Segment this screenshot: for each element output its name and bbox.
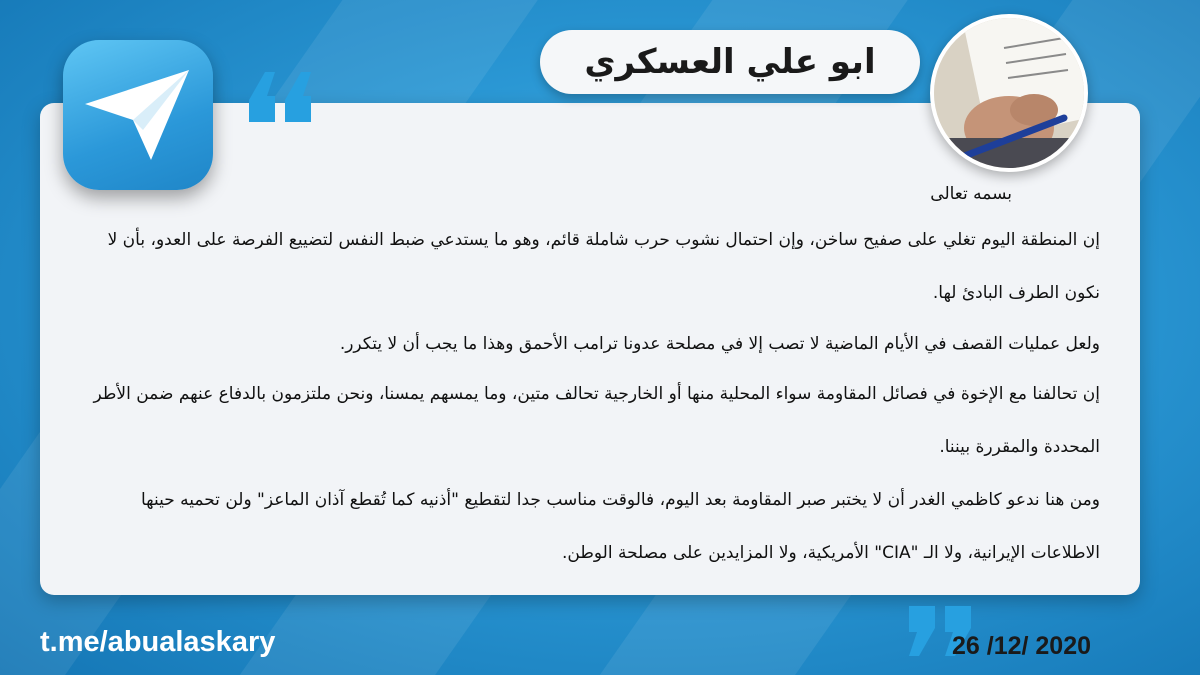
page-title: ابو علي العسكري <box>540 30 920 94</box>
greeting: بسمه تعالى <box>930 184 1012 204</box>
author-photo <box>930 14 1088 172</box>
paragraph-4: ومن هنا ندعو كاظمي الغدر أن لا يختبر صبر المقاومة بعد اليوم، فالوقت مناسب جدا لتقطيع "أذنيه كما تُقطع آذان الماعز" ولن تحميه حينها الاطلاعات الإيرانية، ولا الـ "CIA" الأمريكية، ولا المزايدين على مصلحة الوطن. <box>140 490 1100 563</box>
channel-link[interactable]: t.me/abualaskary <box>40 626 276 658</box>
post-date: 26 /12/ 2020 <box>952 632 1092 660</box>
quote-open-icon <box>245 66 315 126</box>
paragraph-2: ولعل عمليات القصف في الأيام الماضية لا تصب إلا في مصلحة عدونا ترامب الأحمق وهذا ما يجب أن لا يتكرر. <box>339 334 1100 354</box>
paragraph-1: إن المنطقة اليوم تغلي على صفيح ساخن، وإن احتمال نشوب حرب شاملة قائم، وهو ما يستدعي ضبط النفس لتضييع الفرصة على العدو، بأن لا نكون الطرف البادئ لها. <box>107 230 1100 303</box>
telegram-logo-icon <box>63 40 213 190</box>
paragraph-3: إن تحالفنا مع الإخوة في فصائل المقاومة سواء المحلية منها أو الخارجية تحالف متين، وما يمسهم يمسنا، ونحن ملتزمون بالدفاع عنهم ضمن الأطر المحددة والمقررة بيننا. <box>93 384 1100 457</box>
